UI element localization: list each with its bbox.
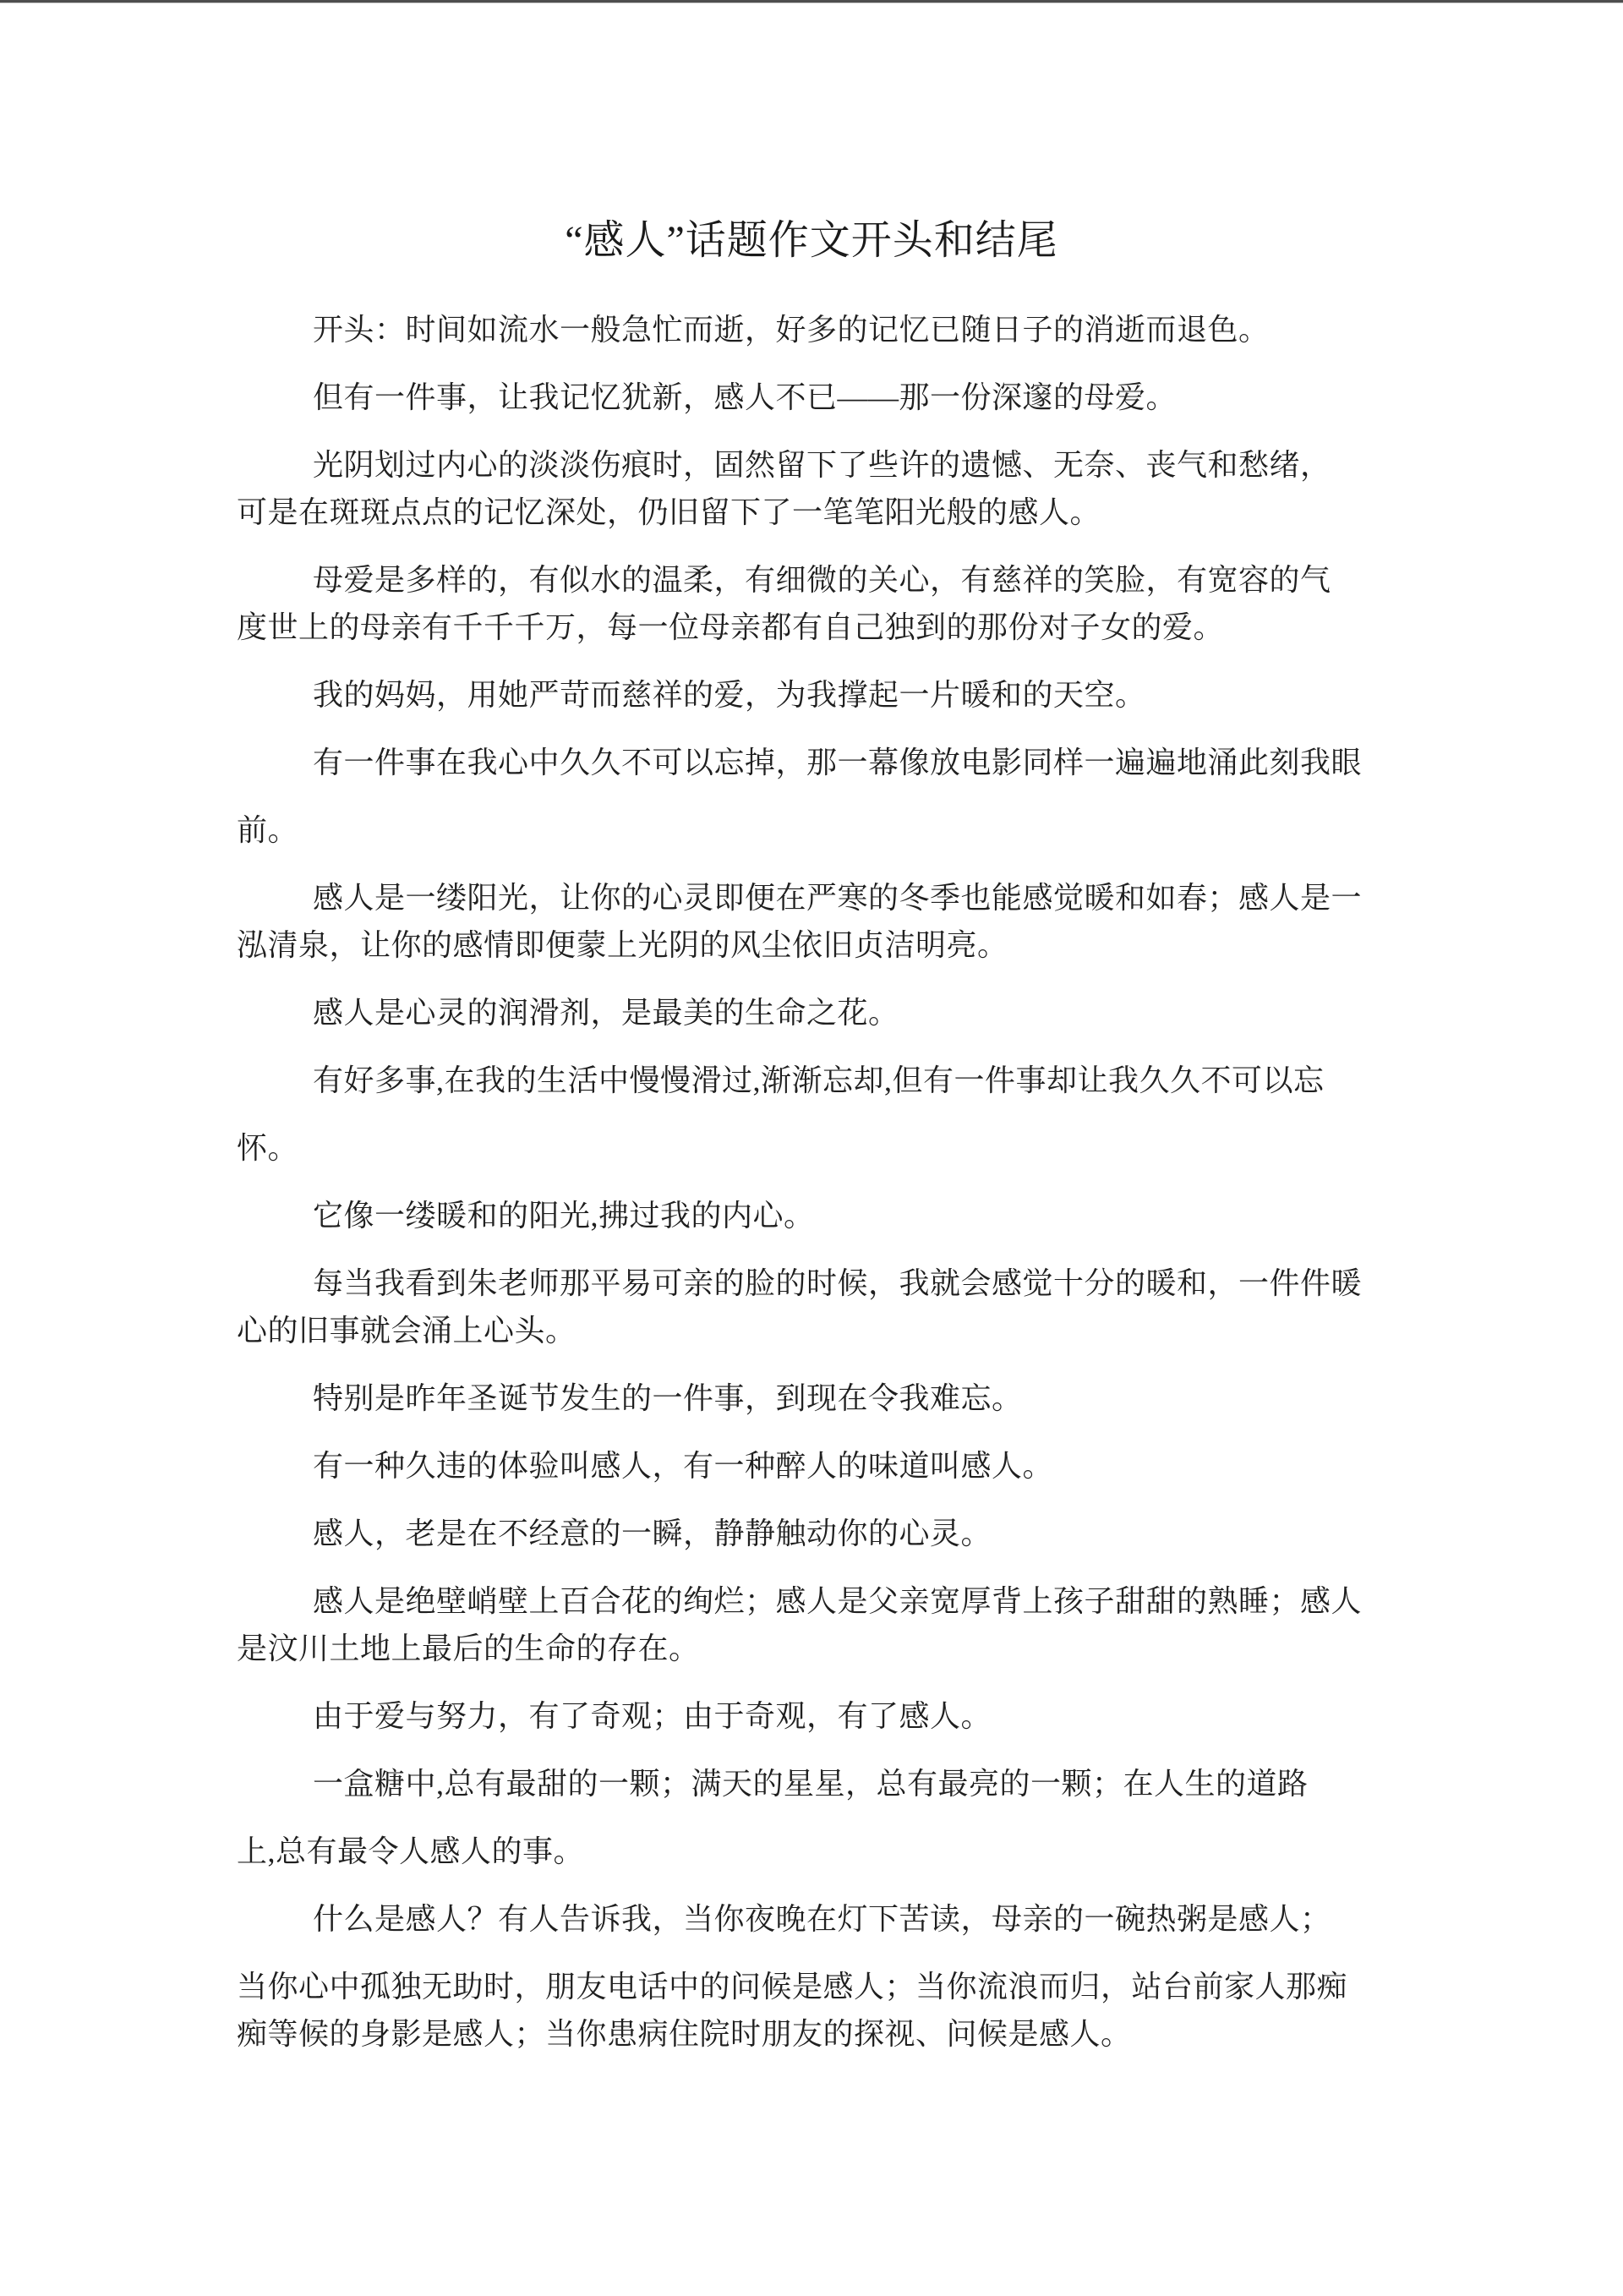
paragraph	[237, 1192, 1386, 1239]
text-line: 光阴划过内心的淡淡伤痕时，固然留下了些许的遗憾、无奈、丧气和愁绪，	[313, 448, 1331, 482]
text-line: 心的旧事就会涌上心头。	[237, 1314, 577, 1348]
page-top-rule	[0, 0, 1623, 3]
text-line: 有一件事在我心中久久不可以忘掉，那一幕像放电影同样一遍遍地涌此刻我眼	[313, 746, 1363, 779]
text-line: 当你心中孤独无助时，朋友电话中的问候是感人；当你流浪而归，站台前家人那痴	[237, 1970, 1348, 2004]
paragraph	[237, 1963, 1386, 2058]
text-line: 有好多事,在我的生活中慢慢滑过,渐渐忘却,但有一件事却让我久久不可以忘	[313, 1063, 1325, 1097]
text-line: 是汶川土地上最后的生命的存在。	[237, 1632, 700, 1665]
paragraph	[237, 1124, 1386, 1172]
paragraph	[237, 671, 1386, 719]
text-line: 它像一缕暖和的阳光,拂过我的内心。	[313, 1199, 815, 1233]
paragraph	[237, 989, 1386, 1036]
text-line: 可是在斑斑点点的记忆深处，仍旧留下了一笔笔阳光般的感人。	[237, 495, 1101, 529]
document-body	[237, 306, 1386, 2058]
paragraph	[237, 739, 1386, 786]
text-line: 泓清泉，让你的感情即便蒙上光阴的风尘依旧贞洁明亮。	[237, 928, 1008, 962]
text-line: 母爱是多样的，有似水的温柔，有细微的关心，有慈祥的笑脸，有宽容的气	[313, 563, 1331, 597]
text-line: 有一种久违的体验叫感人，有一种醉人的味道叫感人。	[313, 1449, 1054, 1483]
text-line: 怀。	[237, 1131, 299, 1165]
paragraph	[237, 306, 1386, 353]
paragraph	[237, 1510, 1386, 1557]
paragraph	[237, 1057, 1386, 1104]
text-line: 什么是感人？有人告诉我，当你夜晚在灯下苦读，母亲的一碗热粥是感人；	[313, 1902, 1331, 1936]
paragraph	[237, 1375, 1386, 1422]
paragraph	[237, 1692, 1386, 1740]
text-line: 特别是昨年圣诞节发生的一件事，到现在令我难忘。	[313, 1381, 1023, 1415]
paragraph	[237, 1895, 1386, 1943]
text-line: 我的妈妈，用她严苛而慈祥的爱，为我撑起一片暖和的天空。	[313, 678, 1146, 712]
text-line: 感人是绝壁峭壁上百合花的绚烂；感人是父亲宽厚背上孩子甜甜的熟睡；感人	[313, 1584, 1363, 1618]
text-line: 感人是心灵的润滑剂，是最美的生命之花。	[313, 996, 899, 1030]
text-line: 感人是一缕阳光，让你的心灵即便在严寒的冬季也能感觉暖和如春；感人是一	[313, 881, 1363, 915]
text-line: 度世上的母亲有千千千万，每一位母亲都有自己独到的那份对子女的爱。	[237, 610, 1225, 644]
paragraph	[237, 374, 1386, 421]
paragraph	[237, 441, 1386, 536]
text-line: 由于爱与努力，有了奇观；由于奇观，有了感人。	[313, 1699, 992, 1733]
text-line: 每当我看到朱老师那平易可亲的脸的时候，我就会感觉十分的暖和，一件件暖	[313, 1266, 1363, 1300]
paragraph	[237, 1577, 1386, 1672]
paragraph	[237, 1260, 1386, 1354]
paragraph	[237, 556, 1386, 651]
document-title: “感人”话题作文开头和结尾	[565, 218, 1058, 263]
text-line: 开头：时间如流水一般急忙而逝，好多的记忆已随日子的消逝而退色。	[313, 313, 1270, 347]
text-line: 上,总有最令人感人的事。	[237, 1834, 585, 1868]
text-line: 感人，老是在不经意的一瞬，静静触动你的心灵。	[313, 1517, 992, 1550]
paragraph	[237, 1442, 1386, 1490]
text-line: 痴等候的身影是感人；当你患病住院时朋友的探视、问候是感人。	[237, 2017, 1132, 2051]
paragraph	[237, 874, 1386, 969]
text-line: 一盒糖中,总有最甜的一颗；满天的星星，总有最亮的一颗；在人生的道路	[313, 1767, 1309, 1801]
paragraph	[237, 1828, 1386, 1875]
paragraph	[237, 806, 1386, 854]
text-line: 但有一件事，让我记忆犹新，感人不已——那一份深邃的母爱。	[313, 380, 1178, 414]
paragraph	[237, 1760, 1386, 1807]
text-line: 前。	[237, 813, 299, 847]
